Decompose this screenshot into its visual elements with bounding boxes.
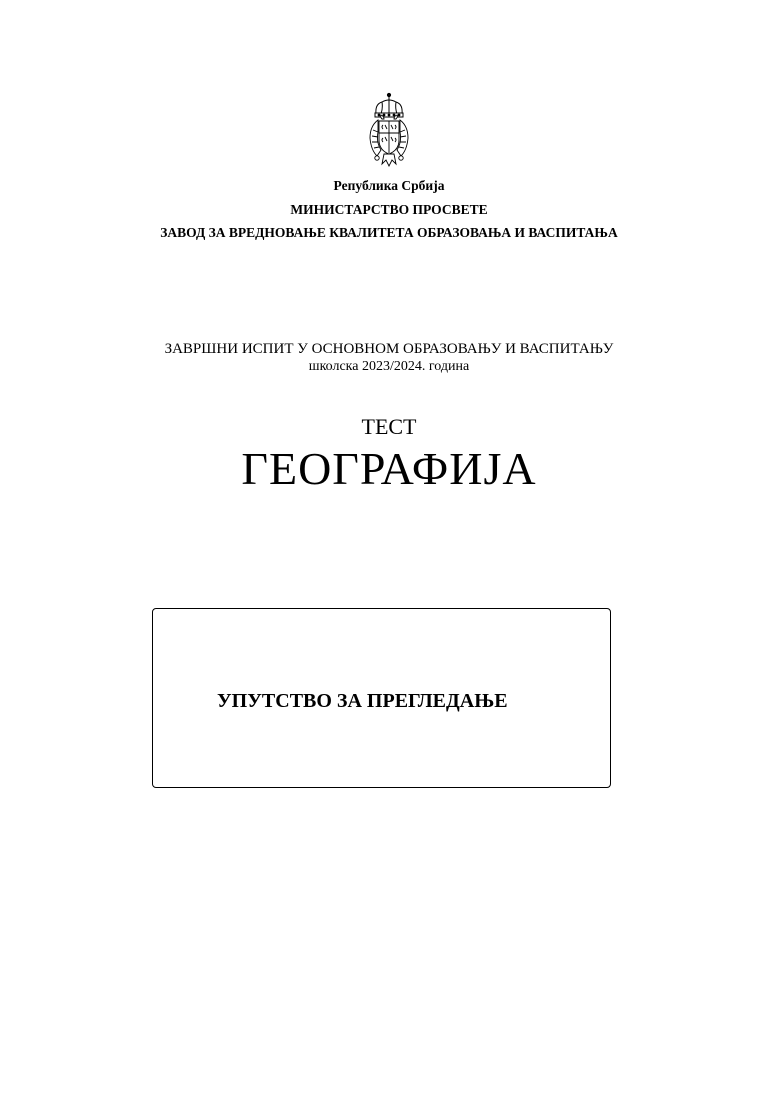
- institute-name: ЗАВОД ЗА ВРЕДНОВАЊЕ КВАЛИТЕТА ОБРАЗОВАЊА И ВАСПИТАЊА: [160, 225, 618, 240]
- ministry-name: МИНИСТАРСТВО ПРОСВЕТЕ: [290, 202, 488, 217]
- instructions-box-title: УПУТСТВО ЗА ПРЕГЛЕДАЊЕ: [217, 690, 508, 712]
- instructions-box: [152, 608, 611, 788]
- republic-name: Република Србија: [333, 178, 445, 193]
- school-year: школска 2023/2024. година: [308, 359, 470, 374]
- test-label: ТЕСТ: [361, 414, 417, 439]
- serbian-coat-of-arms-icon: [367, 92, 411, 170]
- exam-title: ЗАВРШНИ ИСПИТ У ОСНОВНОМ ОБРАЗОВАЊУ И ВАСПИТАЊУ: [164, 341, 614, 357]
- subject-title: ГЕОГРАФИЈА: [241, 443, 537, 494]
